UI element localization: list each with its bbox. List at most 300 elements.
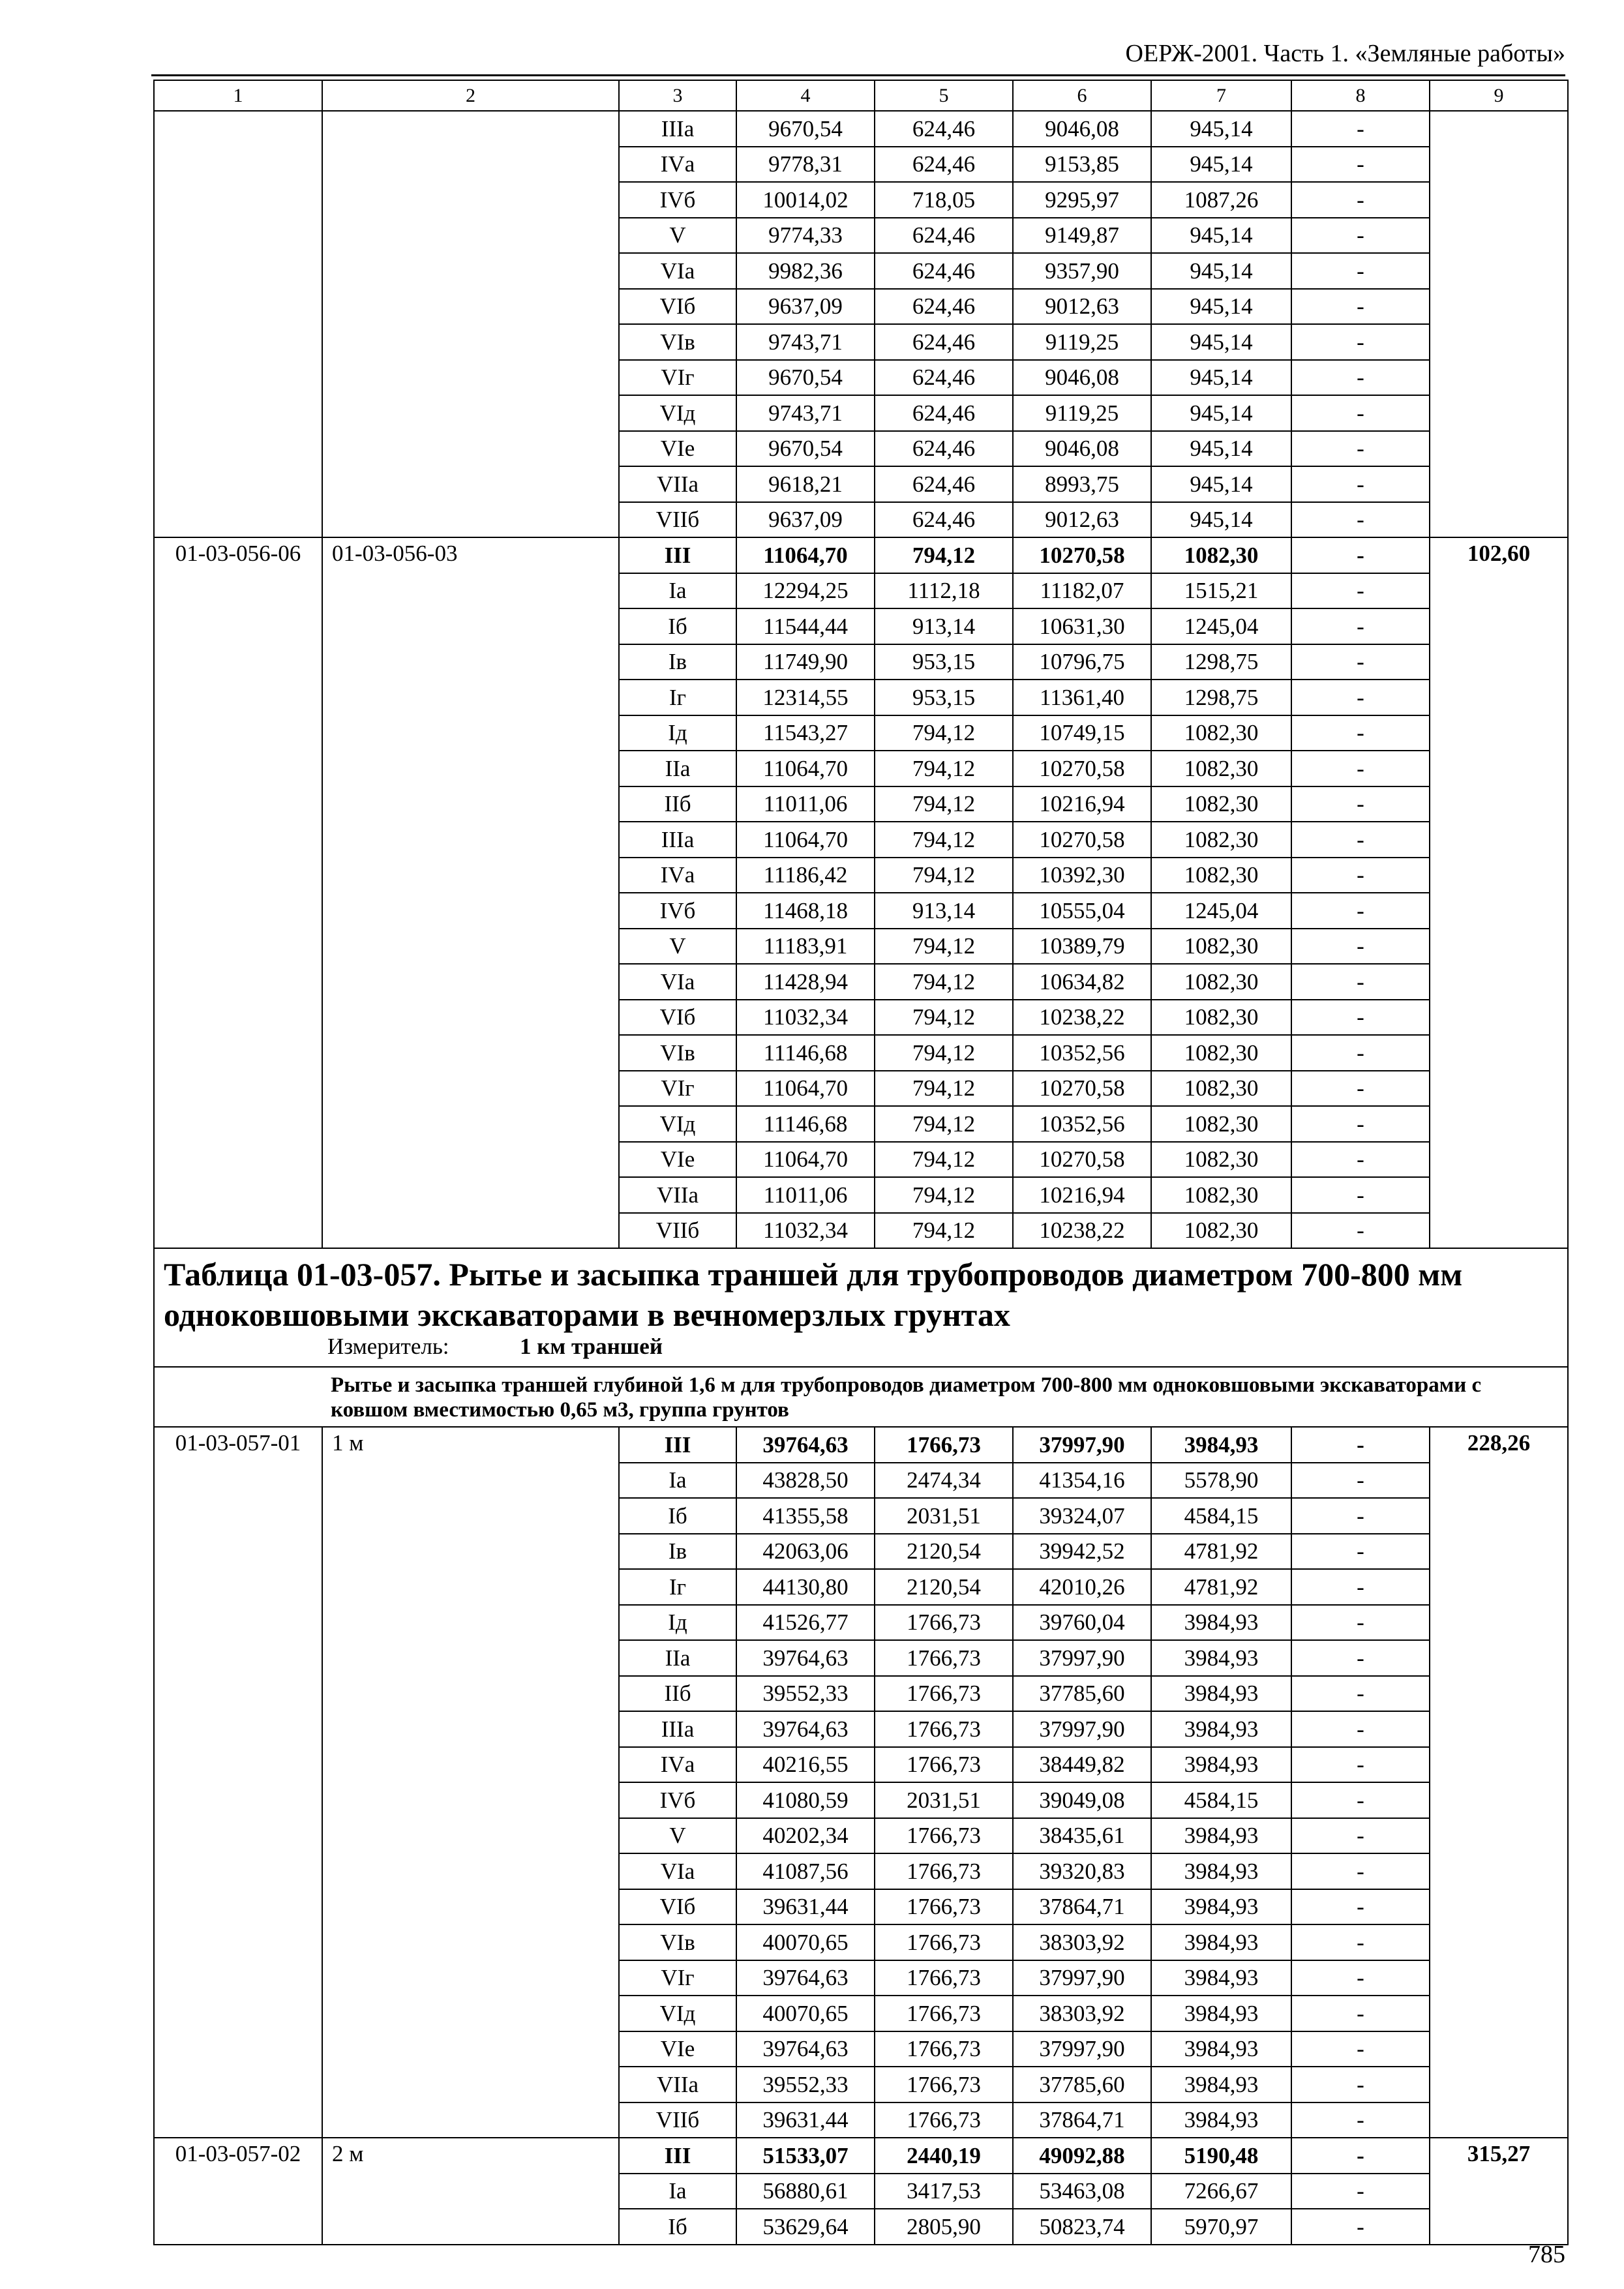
column-number: 6 [1013,80,1151,111]
value-cell: 10392,30 [1013,858,1151,893]
value-cell: 40216,55 [736,1747,875,1783]
value-cell: 5190,48 [1151,2138,1291,2174]
soil-group-cell: IIIа [619,1711,736,1747]
value-cell: - [1291,1924,1430,1960]
value-cell: - [1291,1498,1430,1534]
value-cell: 945,14 [1151,466,1291,502]
value-cell: 40070,65 [736,1924,875,1960]
value-cell: 9743,71 [736,324,875,360]
value-cell: 624,46 [875,289,1013,325]
value-cell: 9637,09 [736,289,875,325]
value-cell: 37997,90 [1013,1960,1151,1996]
soil-group-cell: IIIа [619,111,736,147]
value-cell: 9982,36 [736,253,875,289]
value-cell: 1766,73 [875,1605,1013,1641]
value-cell: - [1291,431,1430,467]
soil-group-cell: IVб [619,893,736,929]
page-number: 785 [1528,2241,1565,2268]
value-cell: 794,12 [875,1071,1013,1107]
value-cell: 1082,30 [1151,1213,1291,1249]
value-cell: - [1291,680,1430,715]
value-cell: 40202,34 [736,1818,875,1854]
value-cell: - [1291,395,1430,431]
value-cell: 3984,93 [1151,1711,1291,1747]
value-cell: - [1291,1711,1430,1747]
value-cell: 953,15 [875,644,1013,680]
column-number: 7 [1151,80,1291,111]
value-cell: 37864,71 [1013,1889,1151,1925]
value-cell: 1766,73 [875,1676,1013,1712]
value-cell: 37864,71 [1013,2102,1151,2138]
value-cell: 10270,58 [1013,751,1151,786]
running-header: ОЕРЖ-2001. Часть 1. «Земляные работы» [1125,40,1565,67]
value-cell: - [1291,537,1430,573]
table-title-cell [154,1248,1568,1367]
value-cell: 10238,22 [1013,1000,1151,1036]
value-cell: - [1291,1569,1430,1605]
labor-total [1430,111,1568,537]
soil-group-cell: VIе [619,1142,736,1178]
value-cell: 11032,34 [736,1000,875,1036]
value-cell: 1082,30 [1151,751,1291,786]
value-cell: 1245,04 [1151,608,1291,644]
value-cell: - [1291,1818,1430,1854]
value-cell: - [1291,715,1430,751]
value-cell: 10749,15 [1013,715,1151,751]
value-cell: 794,12 [875,822,1013,858]
value-cell: 10796,75 [1013,644,1151,680]
value-cell: 9637,09 [736,502,875,538]
value-cell: 945,14 [1151,289,1291,325]
value-cell: 11183,91 [736,929,875,965]
value-cell: 11011,06 [736,786,875,822]
value-cell: 37785,60 [1013,2067,1151,2102]
rate-name [322,111,619,537]
value-cell: 37997,90 [1013,1711,1151,1747]
value-cell: 624,46 [875,502,1013,538]
value-cell: 9119,25 [1013,324,1151,360]
table-subtitle: Рытье и засыпка траншей глубиной 1,6 м для трубопроводов диаметром 700-800 мм одноковшовыми экскаваторами с ковшом вместимостью 0,65 м3, группа грунтов [154,1367,1568,1427]
soil-group-cell: Iд [619,715,736,751]
value-cell: 794,12 [875,715,1013,751]
value-cell: 5578,90 [1151,1463,1291,1499]
value-cell: 794,12 [875,1177,1013,1213]
value-cell: 1766,73 [875,1996,1013,2031]
soil-group-cell: Iд [619,1605,736,1641]
soil-group-cell: Iб [619,1498,736,1534]
value-cell: 2031,51 [875,1498,1013,1534]
value-cell: 37997,90 [1013,1640,1151,1676]
value-cell: 3984,93 [1151,1924,1291,1960]
value-cell: 4584,15 [1151,1498,1291,1534]
labor-total: 102,60 [1430,537,1568,1248]
value-cell: 624,46 [875,147,1013,183]
soil-group-cell: V [619,218,736,254]
value-cell: 945,14 [1151,324,1291,360]
column-number-row [154,80,1568,111]
value-cell: 3417,53 [875,2174,1013,2209]
value-cell: - [1291,1035,1430,1071]
value-cell: 42063,06 [736,1534,875,1570]
measure-label: Измеритель: [327,1334,449,1359]
value-cell: 10631,30 [1013,608,1151,644]
value-cell: 9012,63 [1013,502,1151,538]
value-cell: 1766,73 [875,1818,1013,1854]
value-cell: 39764,63 [736,1711,875,1747]
measure-value: 1 км траншей [520,1334,663,1359]
soil-group-cell: Iг [619,680,736,715]
value-cell: 945,14 [1151,147,1291,183]
value-cell: 41354,16 [1013,1463,1151,1499]
table-row [154,1427,1568,1463]
value-cell: 624,46 [875,111,1013,147]
rate-code: 01-03-057-01 [154,1427,322,2138]
soil-group-cell: VIа [619,1853,736,1889]
value-cell: 7266,67 [1151,2174,1291,2209]
value-cell: 10352,56 [1013,1106,1151,1142]
value-cell: 9670,54 [736,360,875,396]
value-cell: 2805,90 [875,2209,1013,2245]
value-cell: - [1291,1996,1430,2031]
value-cell: 39552,33 [736,2067,875,2102]
value-cell: 2120,54 [875,1569,1013,1605]
value-cell: 1082,30 [1151,1035,1291,1071]
value-cell: 11543,27 [736,715,875,751]
value-cell: 11011,06 [736,1177,875,1213]
value-cell: 1766,73 [875,1640,1013,1676]
value-cell: 945,14 [1151,431,1291,467]
value-cell: 1082,30 [1151,1000,1291,1036]
value-cell: 10270,58 [1013,1142,1151,1178]
soil-group-cell: IVб [619,1782,736,1818]
value-cell: 11064,70 [736,537,875,573]
value-cell: 39324,07 [1013,1498,1151,1534]
value-cell: - [1291,858,1430,893]
value-cell: 794,12 [875,1142,1013,1178]
value-cell: - [1291,2031,1430,2067]
soil-group-cell: Iг [619,1569,736,1605]
value-cell: 3984,93 [1151,1427,1291,1463]
table-row [154,2138,1568,2174]
value-cell: 41526,77 [736,1605,875,1641]
value-cell: 1082,30 [1151,858,1291,893]
soil-group-cell: VIа [619,253,736,289]
soil-group-cell: VIIа [619,1177,736,1213]
value-cell: 9046,08 [1013,360,1151,396]
value-cell: 3984,93 [1151,1605,1291,1641]
value-cell: 12294,25 [736,573,875,609]
value-cell: 39631,44 [736,2102,875,2138]
value-cell: 945,14 [1151,360,1291,396]
value-cell: 945,14 [1151,395,1291,431]
value-cell: 40070,65 [736,1996,875,2031]
value-cell: 945,14 [1151,253,1291,289]
value-cell: 49092,88 [1013,2138,1151,2174]
value-cell: 56880,61 [736,2174,875,2209]
value-cell: 44130,80 [736,1569,875,1605]
value-cell: 945,14 [1151,218,1291,254]
value-cell: 11544,44 [736,608,875,644]
soil-group-cell: Iа [619,1463,736,1499]
value-cell: 11146,68 [736,1106,875,1142]
value-cell: - [1291,2067,1430,2102]
value-cell: 9149,87 [1013,218,1151,254]
rate-code: 01-03-057-02 [154,2138,322,2245]
rate-name: 2 м [322,2138,619,2245]
value-cell: 3984,93 [1151,2102,1291,2138]
value-cell: 794,12 [875,964,1013,1000]
soil-group-cell: Iа [619,2174,736,2209]
value-cell: 3984,93 [1151,1747,1291,1783]
value-cell: 624,46 [875,466,1013,502]
value-cell: - [1291,502,1430,538]
value-cell: 51533,07 [736,2138,875,2174]
value-cell: 1766,73 [875,1960,1013,1996]
soil-group-cell: III [619,537,736,573]
value-cell: - [1291,1889,1430,1925]
column-number: 3 [619,80,736,111]
value-cell: 2440,19 [875,2138,1013,2174]
value-cell: - [1291,573,1430,609]
value-cell: 794,12 [875,1000,1013,1036]
labor-total: 315,27 [1430,2138,1568,2245]
table-row [154,111,1568,147]
value-cell: - [1291,182,1430,218]
value-cell: 11749,90 [736,644,875,680]
value-cell: - [1291,1747,1430,1783]
value-cell: 4781,92 [1151,1534,1291,1570]
value-cell: 1082,30 [1151,1106,1291,1142]
value-cell: 1087,26 [1151,182,1291,218]
soil-group-cell: IIб [619,786,736,822]
value-cell: - [1291,1106,1430,1142]
value-cell: 11182,07 [1013,573,1151,609]
value-cell: 624,46 [875,253,1013,289]
column-number: 1 [154,80,322,111]
value-cell: - [1291,1534,1430,1570]
soil-group-cell: VIе [619,2031,736,2067]
value-cell: 41355,58 [736,1498,875,1534]
soil-group-cell: VIб [619,289,736,325]
soil-group-cell: VIIб [619,1213,736,1249]
value-cell: 624,46 [875,324,1013,360]
soil-group-cell: III [619,2138,736,2174]
soil-group-cell: VIIб [619,502,736,538]
value-cell: 10270,58 [1013,822,1151,858]
soil-group-cell: VIIа [619,466,736,502]
table-body-upper [154,80,1568,1248]
value-cell: 37785,60 [1013,1676,1151,1712]
soil-group-cell: VIв [619,324,736,360]
value-cell: 718,05 [875,182,1013,218]
soil-group-cell: III [619,1427,736,1463]
value-cell: - [1291,466,1430,502]
soil-group-cell: VIе [619,431,736,467]
value-cell: 2031,51 [875,1782,1013,1818]
value-cell: 8993,75 [1013,466,1151,502]
value-cell: 39552,33 [736,1676,875,1712]
value-cell: - [1291,1853,1430,1889]
value-cell: - [1291,111,1430,147]
value-cell: 1766,73 [875,1924,1013,1960]
soil-group-cell: IIа [619,1640,736,1676]
value-cell: 1082,30 [1151,1142,1291,1178]
column-number: 8 [1291,80,1430,111]
value-cell: - [1291,1463,1430,1499]
value-cell: 11428,94 [736,964,875,1000]
value-cell: 10634,82 [1013,964,1151,1000]
value-cell: - [1291,964,1430,1000]
soil-group-cell: VIг [619,1071,736,1107]
value-cell: 1082,30 [1151,822,1291,858]
value-cell: 37997,90 [1013,2031,1151,2067]
soil-group-cell: Iб [619,2209,736,2245]
value-cell: 11064,70 [736,1142,875,1178]
measure-line [155,1335,1567,1366]
value-cell: 1082,30 [1151,715,1291,751]
value-cell: 11064,70 [736,751,875,786]
value-cell: 1082,30 [1151,964,1291,1000]
value-cell: 9012,63 [1013,289,1151,325]
soil-group-cell: IVб [619,182,736,218]
value-cell: 10270,58 [1013,537,1151,573]
soil-group-cell: V [619,1818,736,1854]
value-cell: - [1291,1640,1430,1676]
value-cell: 10014,02 [736,182,875,218]
value-cell: 9046,08 [1013,111,1151,147]
value-cell: 1082,30 [1151,786,1291,822]
value-cell: 10270,58 [1013,1071,1151,1107]
value-cell: 3984,93 [1151,1818,1291,1854]
value-cell: - [1291,2102,1430,2138]
value-cell: 1766,73 [875,2067,1013,2102]
value-cell: 3984,93 [1151,1960,1291,1996]
value-cell: 11186,42 [736,858,875,893]
value-cell: 3984,93 [1151,1676,1291,1712]
value-cell: 4584,15 [1151,1782,1291,1818]
value-cell: 39764,63 [736,2031,875,2067]
value-cell: - [1291,893,1430,929]
table-row [154,537,1568,573]
value-cell: 39760,04 [1013,1605,1151,1641]
value-cell: 1766,73 [875,1889,1013,1925]
value-cell: - [1291,1071,1430,1107]
value-cell: 10216,94 [1013,786,1151,822]
value-cell: 11146,68 [736,1035,875,1071]
value-cell: 38435,61 [1013,1818,1151,1854]
soil-group-cell: IVа [619,147,736,183]
value-cell: 1766,73 [875,1427,1013,1463]
value-cell: 39764,63 [736,1640,875,1676]
soil-group-cell: VIIа [619,2067,736,2102]
value-cell: 1766,73 [875,1853,1013,1889]
soil-group-cell: IVа [619,858,736,893]
value-cell: 53629,64 [736,2209,875,2245]
value-cell: - [1291,324,1430,360]
value-cell: 39942,52 [1013,1534,1151,1570]
value-cell: 3984,93 [1151,1853,1291,1889]
value-cell: 42010,26 [1013,1569,1151,1605]
table-body-lower [154,1427,1568,2245]
value-cell: - [1291,1142,1430,1178]
value-cell: 39049,08 [1013,1782,1151,1818]
value-cell: 945,14 [1151,111,1291,147]
value-cell: 10216,94 [1013,1177,1151,1213]
value-cell: 38449,82 [1013,1747,1151,1783]
header-rule [151,74,1565,76]
soil-group-cell: VIд [619,1996,736,2031]
value-cell: 945,14 [1151,502,1291,538]
table-title: Таблица 01-03-057. Рытье и засыпка траншей для трубопроводов диаметром 700-800 мм одноковшовыми экскаваторами в вечномерзлых грунтах [164,1256,1463,1333]
soil-group-cell: VIб [619,1000,736,1036]
value-cell: - [1291,2174,1430,2209]
value-cell: - [1291,2209,1430,2245]
value-cell: 1082,30 [1151,1071,1291,1107]
soil-group-cell: VIIб [619,2102,736,2138]
value-cell: 37997,90 [1013,1427,1151,1463]
rate-name: 1 м [322,1427,619,2138]
value-cell: 11361,40 [1013,680,1151,715]
value-cell: 9295,97 [1013,182,1151,218]
value-cell: 10238,22 [1013,1213,1151,1249]
value-cell: 794,12 [875,1035,1013,1071]
soil-group-cell: Iб [619,608,736,644]
value-cell: 1298,75 [1151,644,1291,680]
value-cell: 624,46 [875,218,1013,254]
value-cell: 1298,75 [1151,680,1291,715]
value-cell: 9357,90 [1013,253,1151,289]
value-cell: - [1291,218,1430,254]
rates-table [153,80,1569,2245]
value-cell: - [1291,1782,1430,1818]
value-cell: 11064,70 [736,822,875,858]
value-cell: - [1291,1960,1430,1996]
value-cell: 10555,04 [1013,893,1151,929]
value-cell: - [1291,360,1430,396]
soil-group-cell: Iв [619,1534,736,1570]
value-cell: 12314,55 [736,680,875,715]
value-cell: 1766,73 [875,1711,1013,1747]
rate-code [154,111,322,537]
value-cell: 3984,93 [1151,2031,1291,2067]
labor-total: 228,26 [1430,1427,1568,2138]
column-number: 5 [875,80,1013,111]
value-cell: 53463,08 [1013,2174,1151,2209]
value-cell: 39320,83 [1013,1853,1151,1889]
value-cell: 2474,34 [875,1463,1013,1499]
value-cell: 39764,63 [736,1427,875,1463]
value-cell: 11064,70 [736,1071,875,1107]
value-cell: 1112,18 [875,573,1013,609]
value-cell: 3984,93 [1151,1996,1291,2031]
value-cell: 624,46 [875,360,1013,396]
value-cell: - [1291,929,1430,965]
soil-group-cell: VIг [619,360,736,396]
value-cell: 913,14 [875,608,1013,644]
value-cell: 11032,34 [736,1213,875,1249]
value-cell: - [1291,1676,1430,1712]
soil-group-cell: VIв [619,1924,736,1960]
value-cell: 624,46 [875,395,1013,431]
value-cell: 10352,56 [1013,1035,1151,1071]
value-cell: 39764,63 [736,1960,875,1996]
value-cell: 3984,93 [1151,1889,1291,1925]
value-cell: 41080,59 [736,1782,875,1818]
value-cell: 1082,30 [1151,537,1291,573]
soil-group-cell: V [619,929,736,965]
value-cell: 9119,25 [1013,395,1151,431]
value-cell: - [1291,1427,1430,1463]
